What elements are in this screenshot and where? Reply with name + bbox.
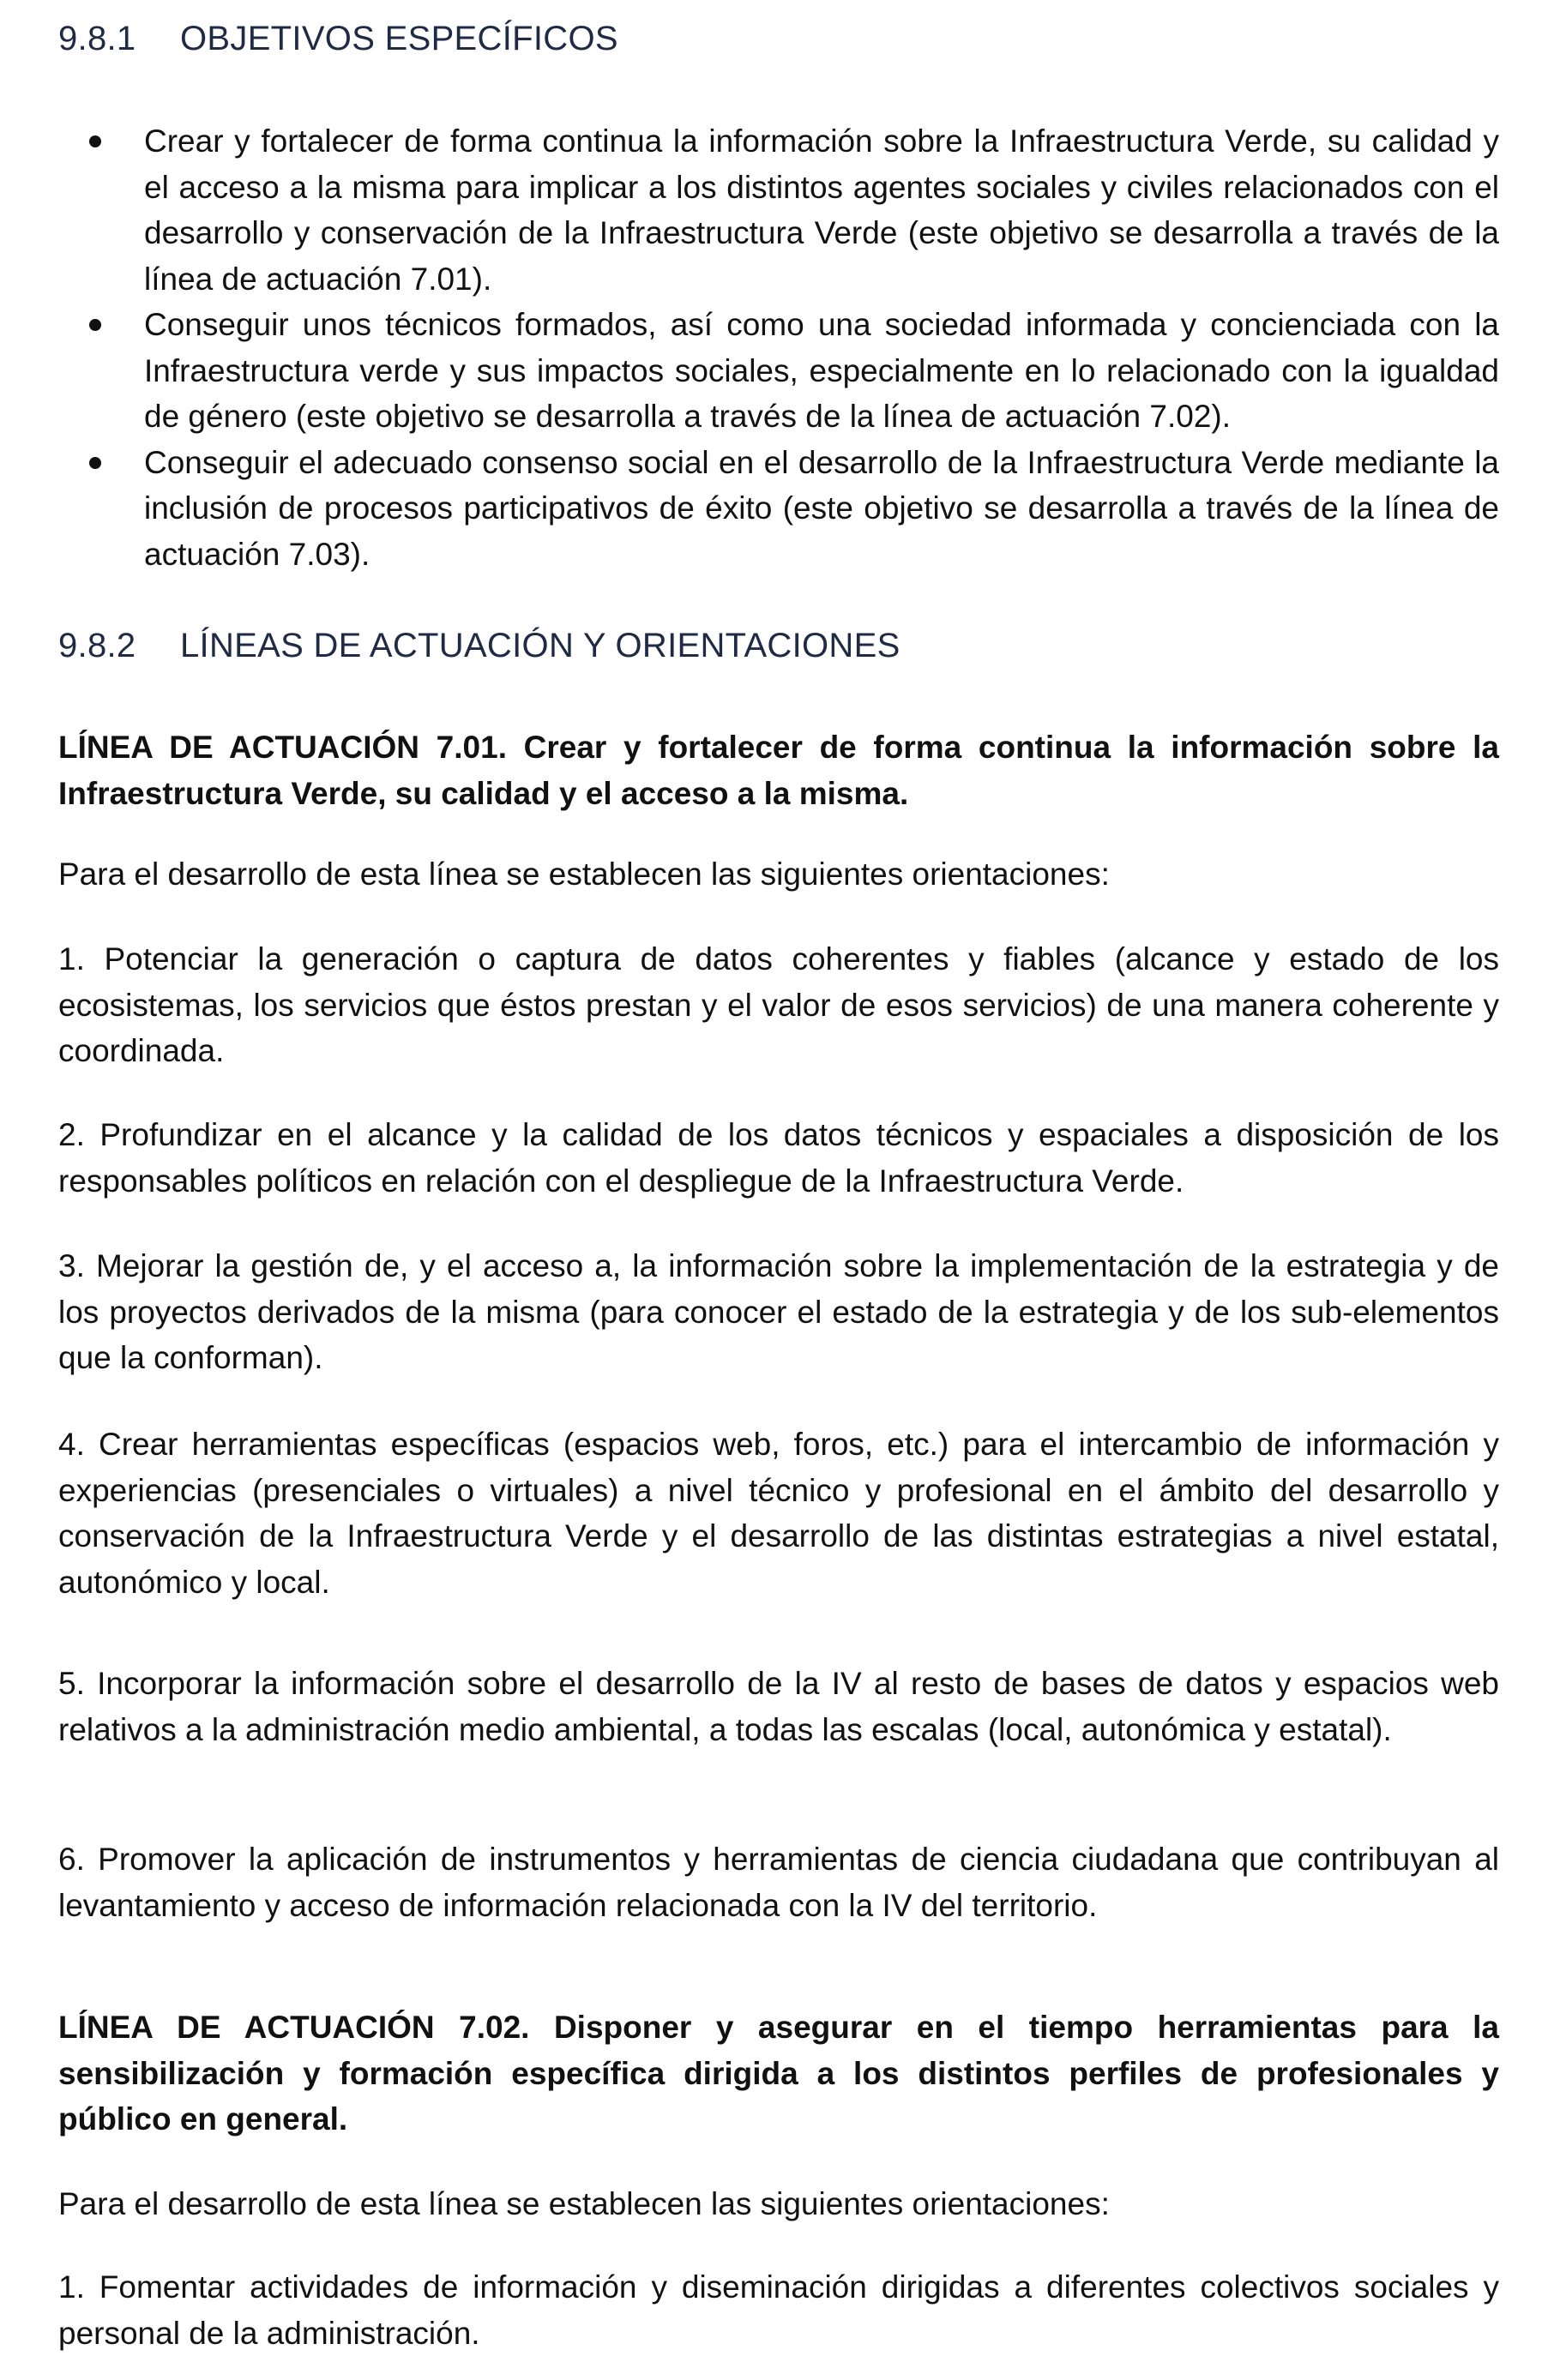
linea-701-intro: Para el desarrollo de esta línea se establecen las siguientes orientaciones: (58, 856, 1110, 892)
list-item-text: Crear y fortalecer de forma continua la información sobre la Infraestructura Verde, su calidad y el acceso a la misma para implicar a los distintos agentes sociales y civiles relacionados con el desarrollo y conservación de la Infraestructura Verde (este objetivo se desarrolla a través de la línea de actuación 7.01). (144, 123, 1499, 297)
linea-701-title: LÍNEA DE ACTUACIÓN 7.01. Crear y fortalecer de forma continua la información sobre la Infraestructura Verde, su calidad y el acceso a la misma. (58, 730, 1499, 811)
linea-701-item-1: 1. Potenciar la generación o captura de datos coherentes y fiables (alcance y estado de los ecosistemas, los servicios que éstos prestan y el valor de esos servicios) de una manera coherente y coordinada. (58, 941, 1499, 1068)
linea-701-item-4: 4. Crear herramientas específicas (espacios web, foros, etc.) para el intercambio de información y experiencias (presenciales o virtuales) a nivel técnico y profesional en el ámbito del desarrollo y conservación de la Infraestructura Verde y el desarrollo de las distintas estrategias a nivel estatal, autonómico y local. (58, 1427, 1499, 1600)
section-heading-objetivos (58, 17, 618, 60)
section-number: 9.8.1 (58, 20, 136, 57)
linea-701-item-3: 3. Mejorar la gestión de, y el acceso a, la información sobre la implementación de la estrategia y de los proyectos derivados de la misma (para conocer el estado de la estrategia y de los sub-elementos que la conforman). (58, 1248, 1499, 1375)
section-heading-lineas (58, 624, 900, 667)
bullet-icon (89, 135, 101, 147)
linea-701-item-5: 5. Incorporar la información sobre el desarrollo de la IV al resto de bases de datos y espacios web relativos a la administración medio ambiental, a todas las escalas (local, autonómica y estatal). (58, 1666, 1499, 1747)
bullet-icon (89, 319, 101, 331)
section-number: 9.8.2 (58, 627, 136, 664)
bullet-icon (89, 457, 101, 469)
linea-701-item-2: 2. Profundizar en el alcance y la calidad de los datos técnicos y espaciales a disposición de los responsables políticos en relación con el despliegue de la Infraestructura Verde. (58, 1117, 1499, 1199)
objectives-list (58, 118, 1499, 577)
list-item (58, 302, 1499, 440)
linea-702-title: LÍNEA DE ACTUACIÓN 7.02. Disponer y asegurar en el tiempo herramientas para la sensibilización y formación específica dirigida a los distintos perfiles de profesionales y público en general. (58, 2010, 1499, 2137)
linea-702-intro: Para el desarrollo de esta línea se establecen las siguientes orientaciones: (58, 2186, 1110, 2221)
list-item (58, 118, 1499, 302)
section-title: LÍNEAS DE ACTUACIÓN Y ORIENTACIONES (180, 627, 900, 664)
list-item-text: Conseguir unos técnicos formados, así como una sociedad informada y concienciada con la Infraestructura verde y sus impactos sociales, especialmente en lo relacionado con la igualdad de género (este objetivo se desarrolla a través de la línea de actuación 7.02). (144, 307, 1499, 434)
list-item-text: Conseguir el adecuado consenso social en el desarrollo de la Infraestructura Verde mediante la inclusión de procesos participativos de éxito (este objetivo se desarrolla a través de la línea de actuación 7.03). (144, 444, 1499, 572)
linea-702-item-1: 1. Fomentar actividades de información y diseminación dirigidas a diferentes colectivos sociales y personal de la administración. (58, 2269, 1499, 2351)
section-title: OBJETIVOS ESPECÍFICOS (180, 20, 618, 57)
list-item (58, 440, 1499, 578)
linea-701-item-6: 6. Promover la aplicación de instrumentos y herramientas de ciencia ciudadana que contribuyan al levantamiento y acceso de información relacionada con la IV del territorio. (58, 1842, 1499, 1923)
